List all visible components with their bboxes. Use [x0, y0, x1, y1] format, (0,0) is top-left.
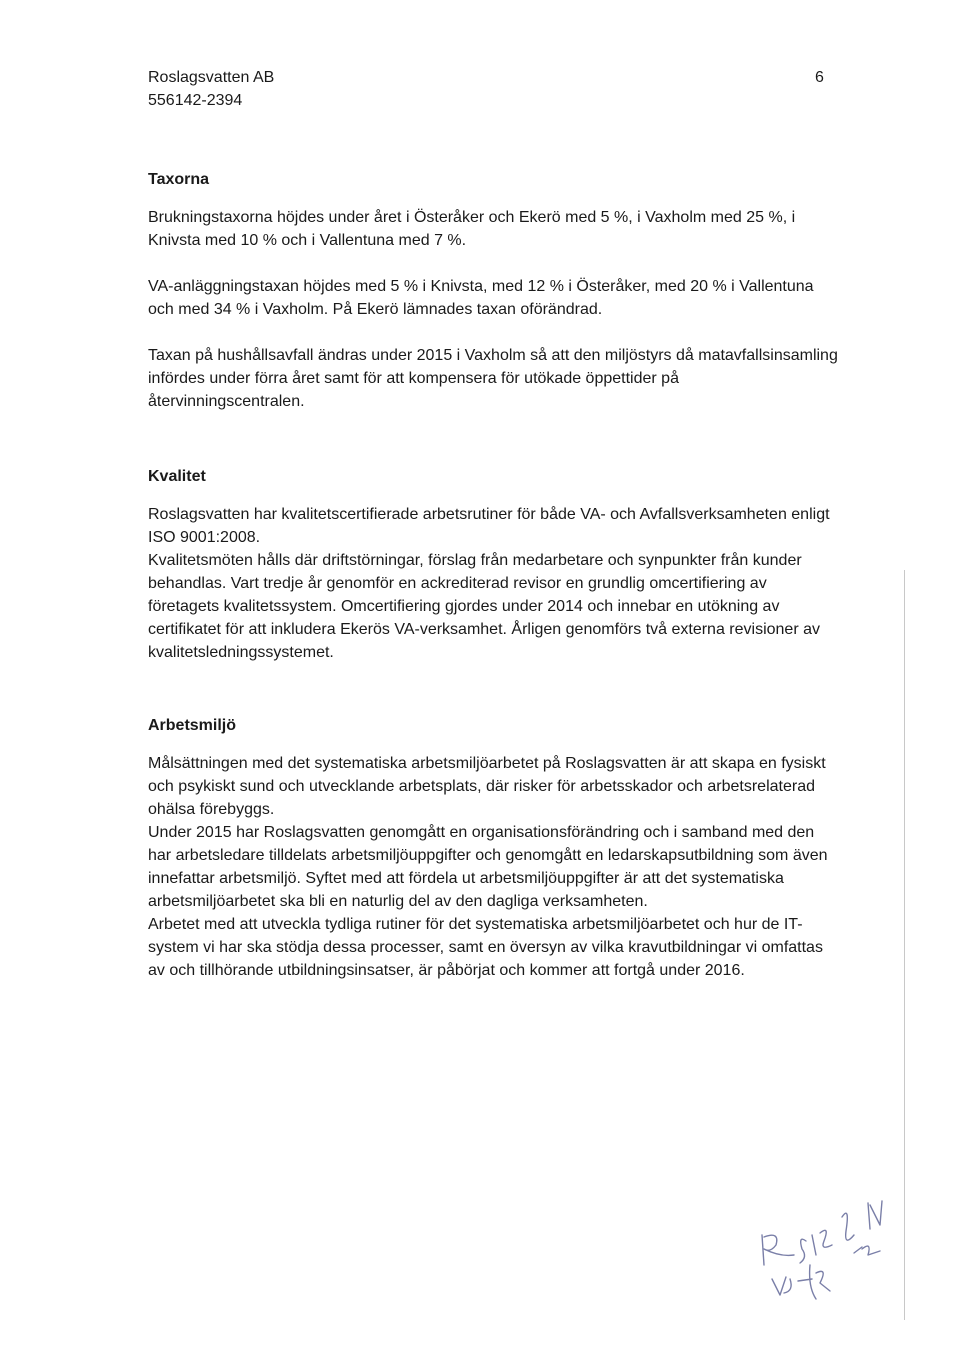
initial-stroke — [854, 1246, 880, 1255]
section-title: Taxorna — [148, 171, 210, 188]
initial-stroke — [868, 1201, 882, 1229]
paragraph: Brukningstaxorna höjdes under året i Österåker och Ekerö med 5 %, i Vaxholm med 25 %, i Knivsta med 10 % och i Vallentuna med 7 %. — [148, 209, 796, 249]
paragraph: Målsättningen med det systematiska arbetsmiljöarbetet på Roslagsvatten är att skapa en fysiskt och psykiskt sund och utvecklande arbetsplats, där risker för arbetsskador och arbetsrelaterad ohälsa förebyggs. — [148, 755, 826, 818]
page-number: 6 — [815, 69, 824, 86]
initial-stroke — [764, 1235, 794, 1255]
initial-stroke — [762, 1235, 764, 1265]
section-title: Arbetsmiljö — [148, 717, 237, 734]
section-taxorna — [148, 168, 838, 413]
initial-stroke — [812, 1230, 832, 1255]
handwritten-initials — [750, 1195, 900, 1315]
section-arbetsmiljo — [148, 714, 838, 982]
initial-stroke — [798, 1265, 830, 1299]
org-number: 556142-2394 — [148, 92, 243, 109]
paragraph: Arbetet med att utveckla tydliga rutiner för det systematiska arbetsmiljöarbetet och hur de IT-system vi har ska stödja dessa processer, samt en översyn av vilka kravutbildningar vi omfattas av och tillhörande utbildningsinsatser, är påbörjat och kommer att fortgå under 2016. — [148, 916, 823, 979]
paragraph: Taxan på hushållsavfall ändras under 2015 i Vaxholm så att den miljöstyrs då matavfallsinsamling infördes under förra året samt för att kompensera för utökade öppettider på återvinningscentralen. — [148, 347, 838, 410]
company-name: Roslagsvatten AB — [148, 69, 275, 86]
page-header — [148, 66, 828, 112]
paragraph: VA-anläggningstaxan höjdes med 5 % i Knivsta, med 12 % i Österåker, med 20 % i Vallentuna och med 34 % i Vaxholm. På Ekerö lämnades taxan oförändrad. — [148, 278, 814, 318]
section-title: Kvalitet — [148, 468, 206, 485]
initial-stroke — [842, 1213, 854, 1240]
initial-stroke — [800, 1239, 806, 1263]
margin-line — [904, 570, 905, 1320]
section-kvalitet — [148, 465, 838, 664]
paragraph: Under 2015 har Roslagsvatten genomgått en organisationsförändring och i samband med den har arbetsledare tilldelats arbetsmiljöuppgifter och genomgått en ledarskapsutbildning som även innefattar arbetsmiljö. Syftet med att fördela ut arbetsmiljöuppgifter är att det systematiska arbetsmiljöarbetet ska bli en naturlig del av den dagliga verksamheten. — [148, 824, 828, 910]
paragraph: Roslagsvatten har kvalitetscertifierade arbetsrutiner för både VA- och Avfallsverksamheten enligt ISO 9001:2008. — [148, 506, 830, 546]
paragraph: Kvalitetsmöten hålls där driftstörningar, förslag från medarbetare och synpunkter från kunder behandlas. Vart tredje år genomför en ackrediterad revisor en grundlig omcertifiering av företagets kvalitetssystem. Omcertifiering gjordes under 2014 och innebar en utökning av certifikatet för att inkludera Ekerös VA-verksamhet. Årligen genomförs två externa revisioner av kvalitetsledningssystemet. — [148, 552, 820, 661]
initial-stroke — [772, 1277, 791, 1295]
